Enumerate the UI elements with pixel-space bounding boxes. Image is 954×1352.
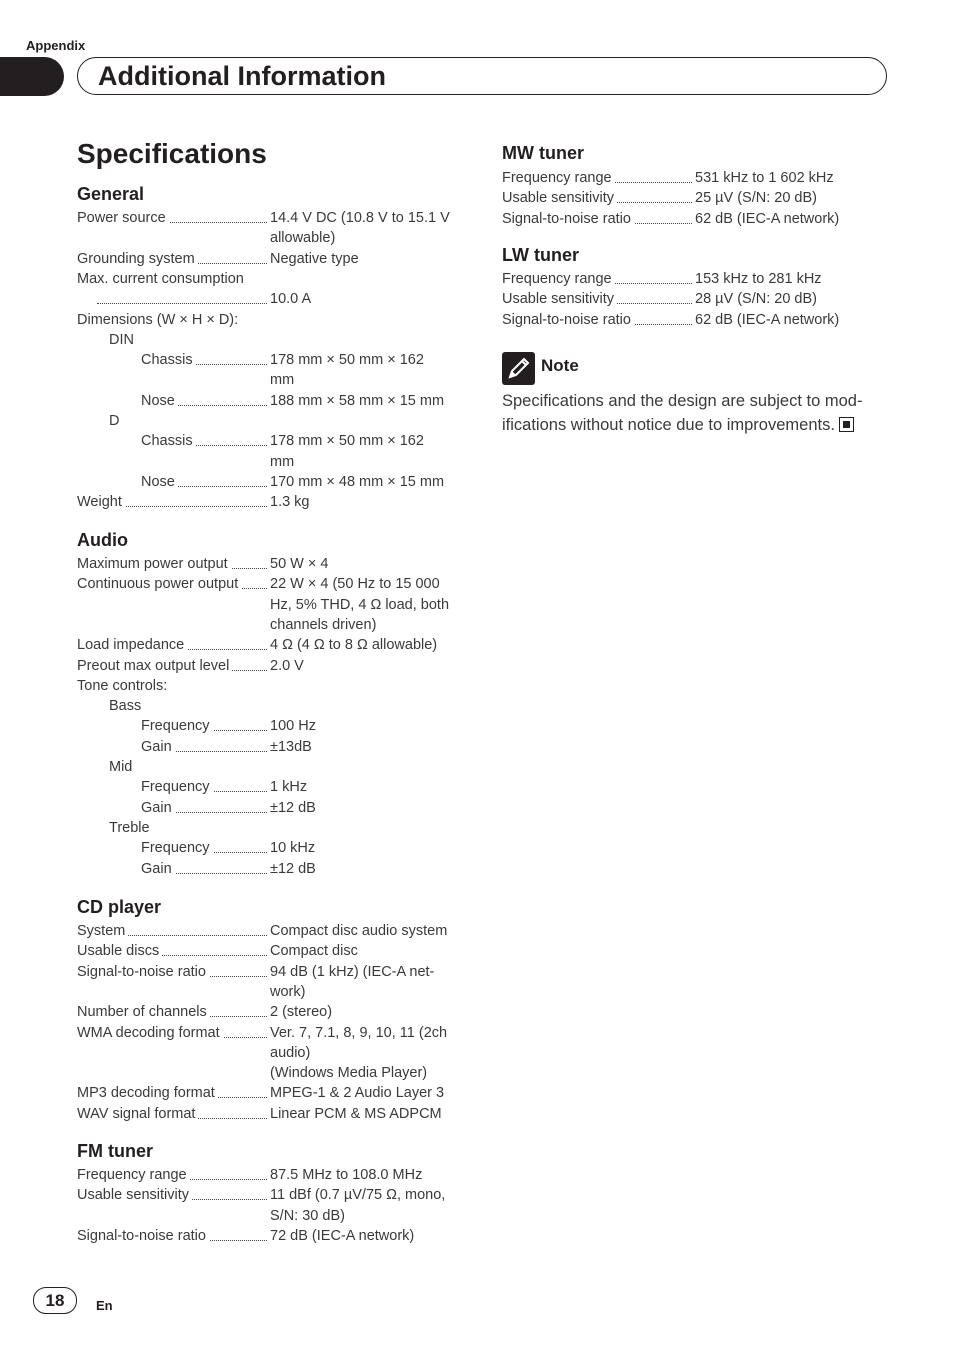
- note-label: Note: [541, 356, 579, 375]
- spec-label: Signal-to-noise ratio: [502, 209, 634, 229]
- spec-value: mm: [270, 372, 295, 389]
- spec-value: 10 kHz: [270, 840, 316, 857]
- spec-label: Usable discs: [77, 941, 162, 961]
- spec-label: D: [109, 411, 122, 431]
- spec-value: 22 W × 4 (50 Hz to 15 000: [270, 576, 440, 593]
- spec-label: DIN: [109, 330, 137, 350]
- spec-value: Ver. 7, 7.1, 8, 9, 10, 11 (2ch: [270, 1024, 448, 1041]
- header-title: Additional Information: [98, 61, 386, 91]
- spec-label: Frequency: [141, 777, 213, 797]
- spec-value: 1.3 kg: [270, 494, 310, 511]
- spec-value: 28 µV (S/N: 20 dB): [695, 291, 817, 308]
- spec-value: 100 Hz: [270, 718, 316, 735]
- spec-label: Nose: [141, 391, 178, 411]
- spec-value: 170 mm × 48 mm × 15 mm: [270, 473, 445, 490]
- spec-value: 72 dB (IEC-A network): [270, 1227, 415, 1244]
- spec-value: 94 dB (1 kHz) (IEC-A net-: [270, 963, 435, 980]
- page-title: Specifications: [77, 138, 267, 169]
- language-code: En: [96, 1298, 113, 1313]
- spec-value: 531 kHz to 1 602 kHz: [695, 170, 834, 186]
- page-number: 18: [33, 1287, 77, 1314]
- spec-label: Tone controls:: [77, 676, 170, 696]
- spec-label: Mid: [109, 757, 135, 777]
- spec-label: Dimensions (W × H × D):: [77, 310, 241, 330]
- spec-value: Hz, 5% THD, 4 Ω load, both: [270, 596, 450, 613]
- spec-value: allowable): [270, 230, 336, 247]
- spec-value: 2 (stereo): [270, 1004, 333, 1021]
- section-heading-general: General: [77, 184, 145, 204]
- spec-value: ±12 dB: [270, 860, 316, 877]
- spec-value: channels driven): [270, 616, 377, 633]
- spec-value: 178 mm × 50 mm × 162: [270, 433, 424, 450]
- section-heading-lw: LW tuner: [502, 245, 579, 265]
- spec-label: Preout max output level: [77, 656, 232, 676]
- spec-value: ±12 dB: [270, 799, 316, 816]
- spec-label: Load impedance: [77, 635, 187, 655]
- spec-label: Usable sensitivity: [502, 289, 617, 309]
- spec-label: Bass: [109, 696, 144, 716]
- spec-value: 14.4 V DC (10.8 V to 15.1 V: [270, 210, 450, 226]
- spec-value: 11 dBf (0.7 µV/75 Ω, mono,: [270, 1187, 446, 1204]
- spec-value: Compact disc audio system: [270, 923, 448, 939]
- spec-label: System: [77, 921, 128, 941]
- spec-label: Weight: [77, 492, 125, 512]
- spec-label: Number of channels: [77, 1002, 210, 1022]
- pencil-note-icon: [502, 352, 535, 385]
- spec-label: Continuous power output: [77, 574, 241, 594]
- spec-label: Maximum power output: [77, 554, 231, 574]
- spec-value: Negative type: [270, 250, 359, 267]
- spec-value: 62 dB (IEC-A network): [695, 311, 840, 328]
- spec-value: 4 Ω (4 Ω to 8 Ω allowable): [270, 637, 438, 654]
- spec-value: 1 kHz: [270, 779, 308, 796]
- note-body: Specifications and the design are subject to mod-ifications without notice due to improvements.: [502, 392, 863, 434]
- section-tab: [0, 57, 64, 96]
- spec-label: Usable sensitivity: [502, 188, 617, 208]
- spec-value: 87.5 MHz to 108.0 MHz: [270, 1167, 423, 1183]
- spec-value: (Windows Media Player): [270, 1065, 428, 1082]
- spec-label: Max. current consumption: [77, 269, 247, 289]
- spec-value: mm: [270, 453, 295, 470]
- spec-value: Compact disc: [270, 943, 358, 960]
- spec-label: Chassis: [141, 431, 196, 451]
- spec-value: 178 mm × 50 mm × 162: [270, 352, 424, 369]
- spec-value: 10.0 A: [270, 291, 312, 308]
- spec-label: Frequency range: [77, 1165, 190, 1185]
- spec-label: WMA decoding format: [77, 1023, 223, 1043]
- spec-label: WAV signal format: [77, 1104, 198, 1124]
- spec-label: Usable sensitivity: [77, 1185, 192, 1205]
- end-mark-icon: [839, 417, 854, 432]
- spec-label: Chassis: [141, 350, 196, 370]
- spec-value: 188 mm × 58 mm × 15 mm: [270, 392, 445, 409]
- spec-label: MP3 decoding format: [77, 1083, 218, 1103]
- section-heading-cd: CD player: [77, 897, 162, 917]
- spec-label: Treble: [109, 818, 153, 838]
- section-heading-fm: FM tuner: [77, 1141, 153, 1161]
- section-heading-mw: MW tuner: [502, 143, 584, 163]
- spec-label: Frequency range: [502, 168, 615, 188]
- spec-label: Power source: [77, 208, 169, 228]
- spec-value: 153 kHz to 281 kHz: [695, 271, 822, 287]
- spec-label: Grounding system: [77, 249, 198, 269]
- spec-label: Frequency range: [502, 269, 615, 289]
- spec-label: Nose: [141, 472, 178, 492]
- spec-label: Gain: [141, 798, 175, 818]
- spec-label: Signal-to-noise ratio: [77, 1226, 209, 1246]
- spec-label: Frequency: [141, 838, 213, 858]
- spec-value: audio): [270, 1044, 311, 1061]
- spec-label: Signal-to-noise ratio: [502, 310, 634, 330]
- section-heading-audio: Audio: [77, 530, 128, 550]
- spec-value: Linear PCM & MS ADPCM: [270, 1105, 442, 1122]
- note-text: [502, 389, 892, 437]
- spec-value: 62 dB (IEC-A network): [695, 210, 840, 227]
- spec-value: ±13dB: [270, 738, 312, 755]
- spec-value: MPEG-1 & 2 Audio Layer 3: [270, 1085, 445, 1102]
- spec-value: 2.0 V: [270, 657, 304, 674]
- dot-leader: [97, 303, 267, 304]
- spec-value: work): [270, 983, 306, 1000]
- spec-value: 50 W × 4: [270, 556, 329, 572]
- appendix-label: Appendix: [26, 38, 86, 53]
- spec-label: Gain: [141, 859, 175, 879]
- spec-label: Gain: [141, 737, 175, 757]
- spec-label: Frequency: [141, 716, 213, 736]
- spec-label: Signal-to-noise ratio: [77, 962, 209, 982]
- spec-value: S/N: 30 dB): [270, 1207, 345, 1224]
- spec-value: 25 µV (S/N: 20 dB): [695, 190, 817, 207]
